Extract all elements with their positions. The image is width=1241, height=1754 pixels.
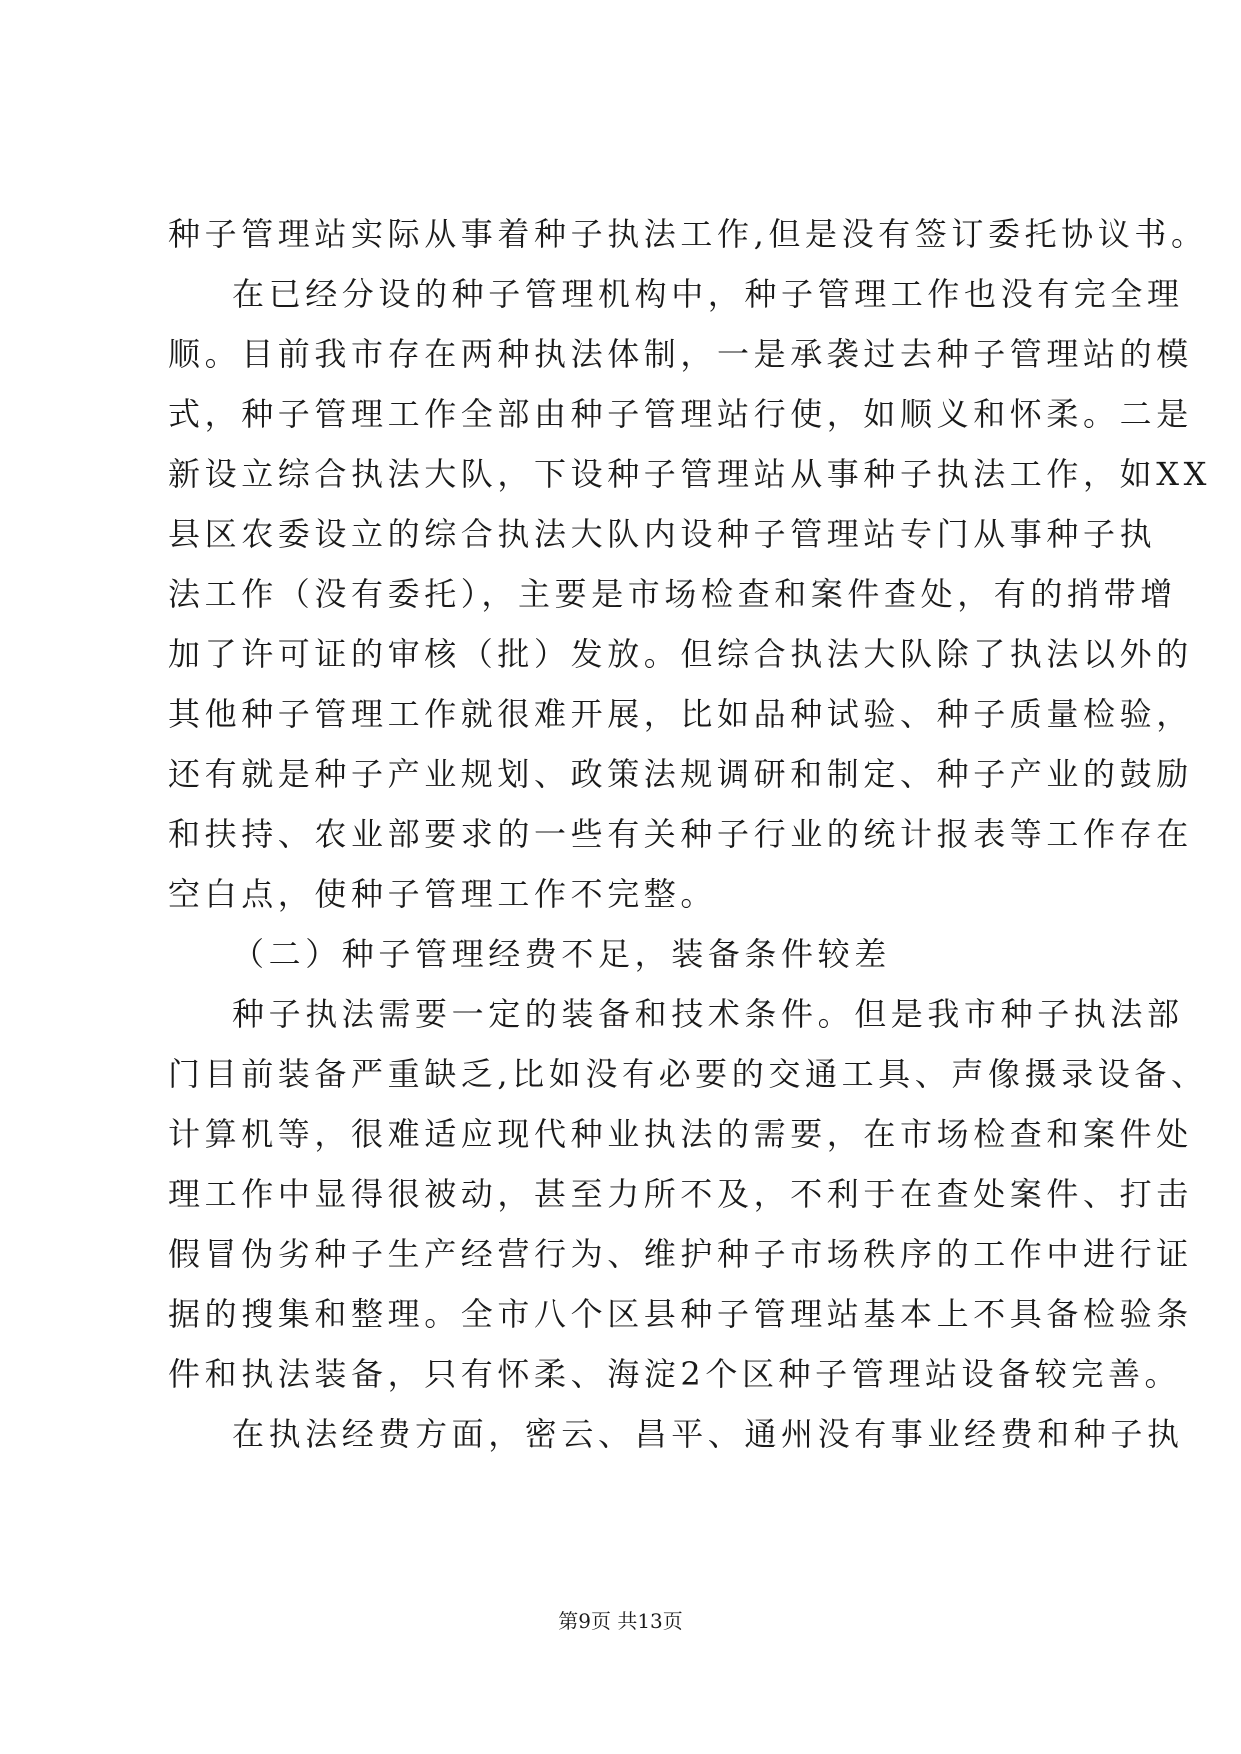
paragraph-line: 其他种子管理工作就很难开展，比如品种试验、种子质量检验，	[168, 695, 1193, 733]
paragraph-line: 计算机等，很难适应现代种业执法的需要，在市场检查和案件处	[168, 1115, 1193, 1153]
section-heading: （二）种子管理经费不足，装备条件较差	[232, 935, 891, 973]
paragraph-line: 加了许可证的审核（批）发放。但综合执法大队除了执法以外的	[168, 635, 1193, 673]
paragraph-line: 法工作（没有委托），主要是市场检查和案件查处，有的捎带增	[168, 575, 1177, 613]
paragraph-line: 和扶持、农业部要求的一些有关种子行业的统计报表等工作存在	[168, 815, 1193, 853]
paragraph-line: 顺。目前我市存在两种执法体制，一是承袭过去种子管理站的模	[168, 335, 1193, 373]
paragraph-line: 空白点，使种子管理工作不完整。	[168, 875, 718, 913]
paragraph-line: 式，种子管理工作全部由种子管理站行使，如顺义和怀柔。二是	[168, 395, 1193, 433]
paragraph-line: 在执法经费方面，密云、昌平、通州没有事业经费和种子执	[232, 1415, 1184, 1453]
page-number-footer: 第9页 共13页	[558, 1609, 683, 1633]
paragraph-line: 假冒伪劣种子生产经营行为、维护种子市场秩序的工作中进行证	[168, 1235, 1193, 1273]
paragraph-line: 理工作中显得很被动，甚至力所不及，不利于在查处案件、打击	[168, 1175, 1193, 1213]
paragraph-line: 县区农委设立的综合执法大队内设种子管理站专门从事种子执	[168, 515, 1157, 553]
paragraph-line: 种子执法需要一定的装备和技术条件。但是我市种子执法部	[232, 995, 1184, 1033]
paragraph-line: 在已经分设的种子管理机构中，种子管理工作也没有完全理	[232, 275, 1184, 313]
paragraph-line: 门目前装备严重缺乏,比如没有必要的交通工具、声像摄录设备、	[168, 1055, 1208, 1093]
paragraph-line: 据的搜集和整理。全市八个区县种子管理站基本上不具备检验条	[168, 1295, 1193, 1333]
paragraph-line: 还有就是种子产业规划、政策法规调研和制定、种子产业的鼓励	[168, 755, 1193, 793]
paragraph-line: 新设立综合执法大队，下设种子管理站从事种子执法工作，如XX	[168, 455, 1211, 493]
paragraph-line: 件和执法装备，只有怀柔、海淀2个区种子管理站设备较完善。	[168, 1355, 1182, 1393]
paragraph-line: 种子管理站实际从事着种子执法工作,但是没有签订委托协议书。	[168, 215, 1208, 253]
